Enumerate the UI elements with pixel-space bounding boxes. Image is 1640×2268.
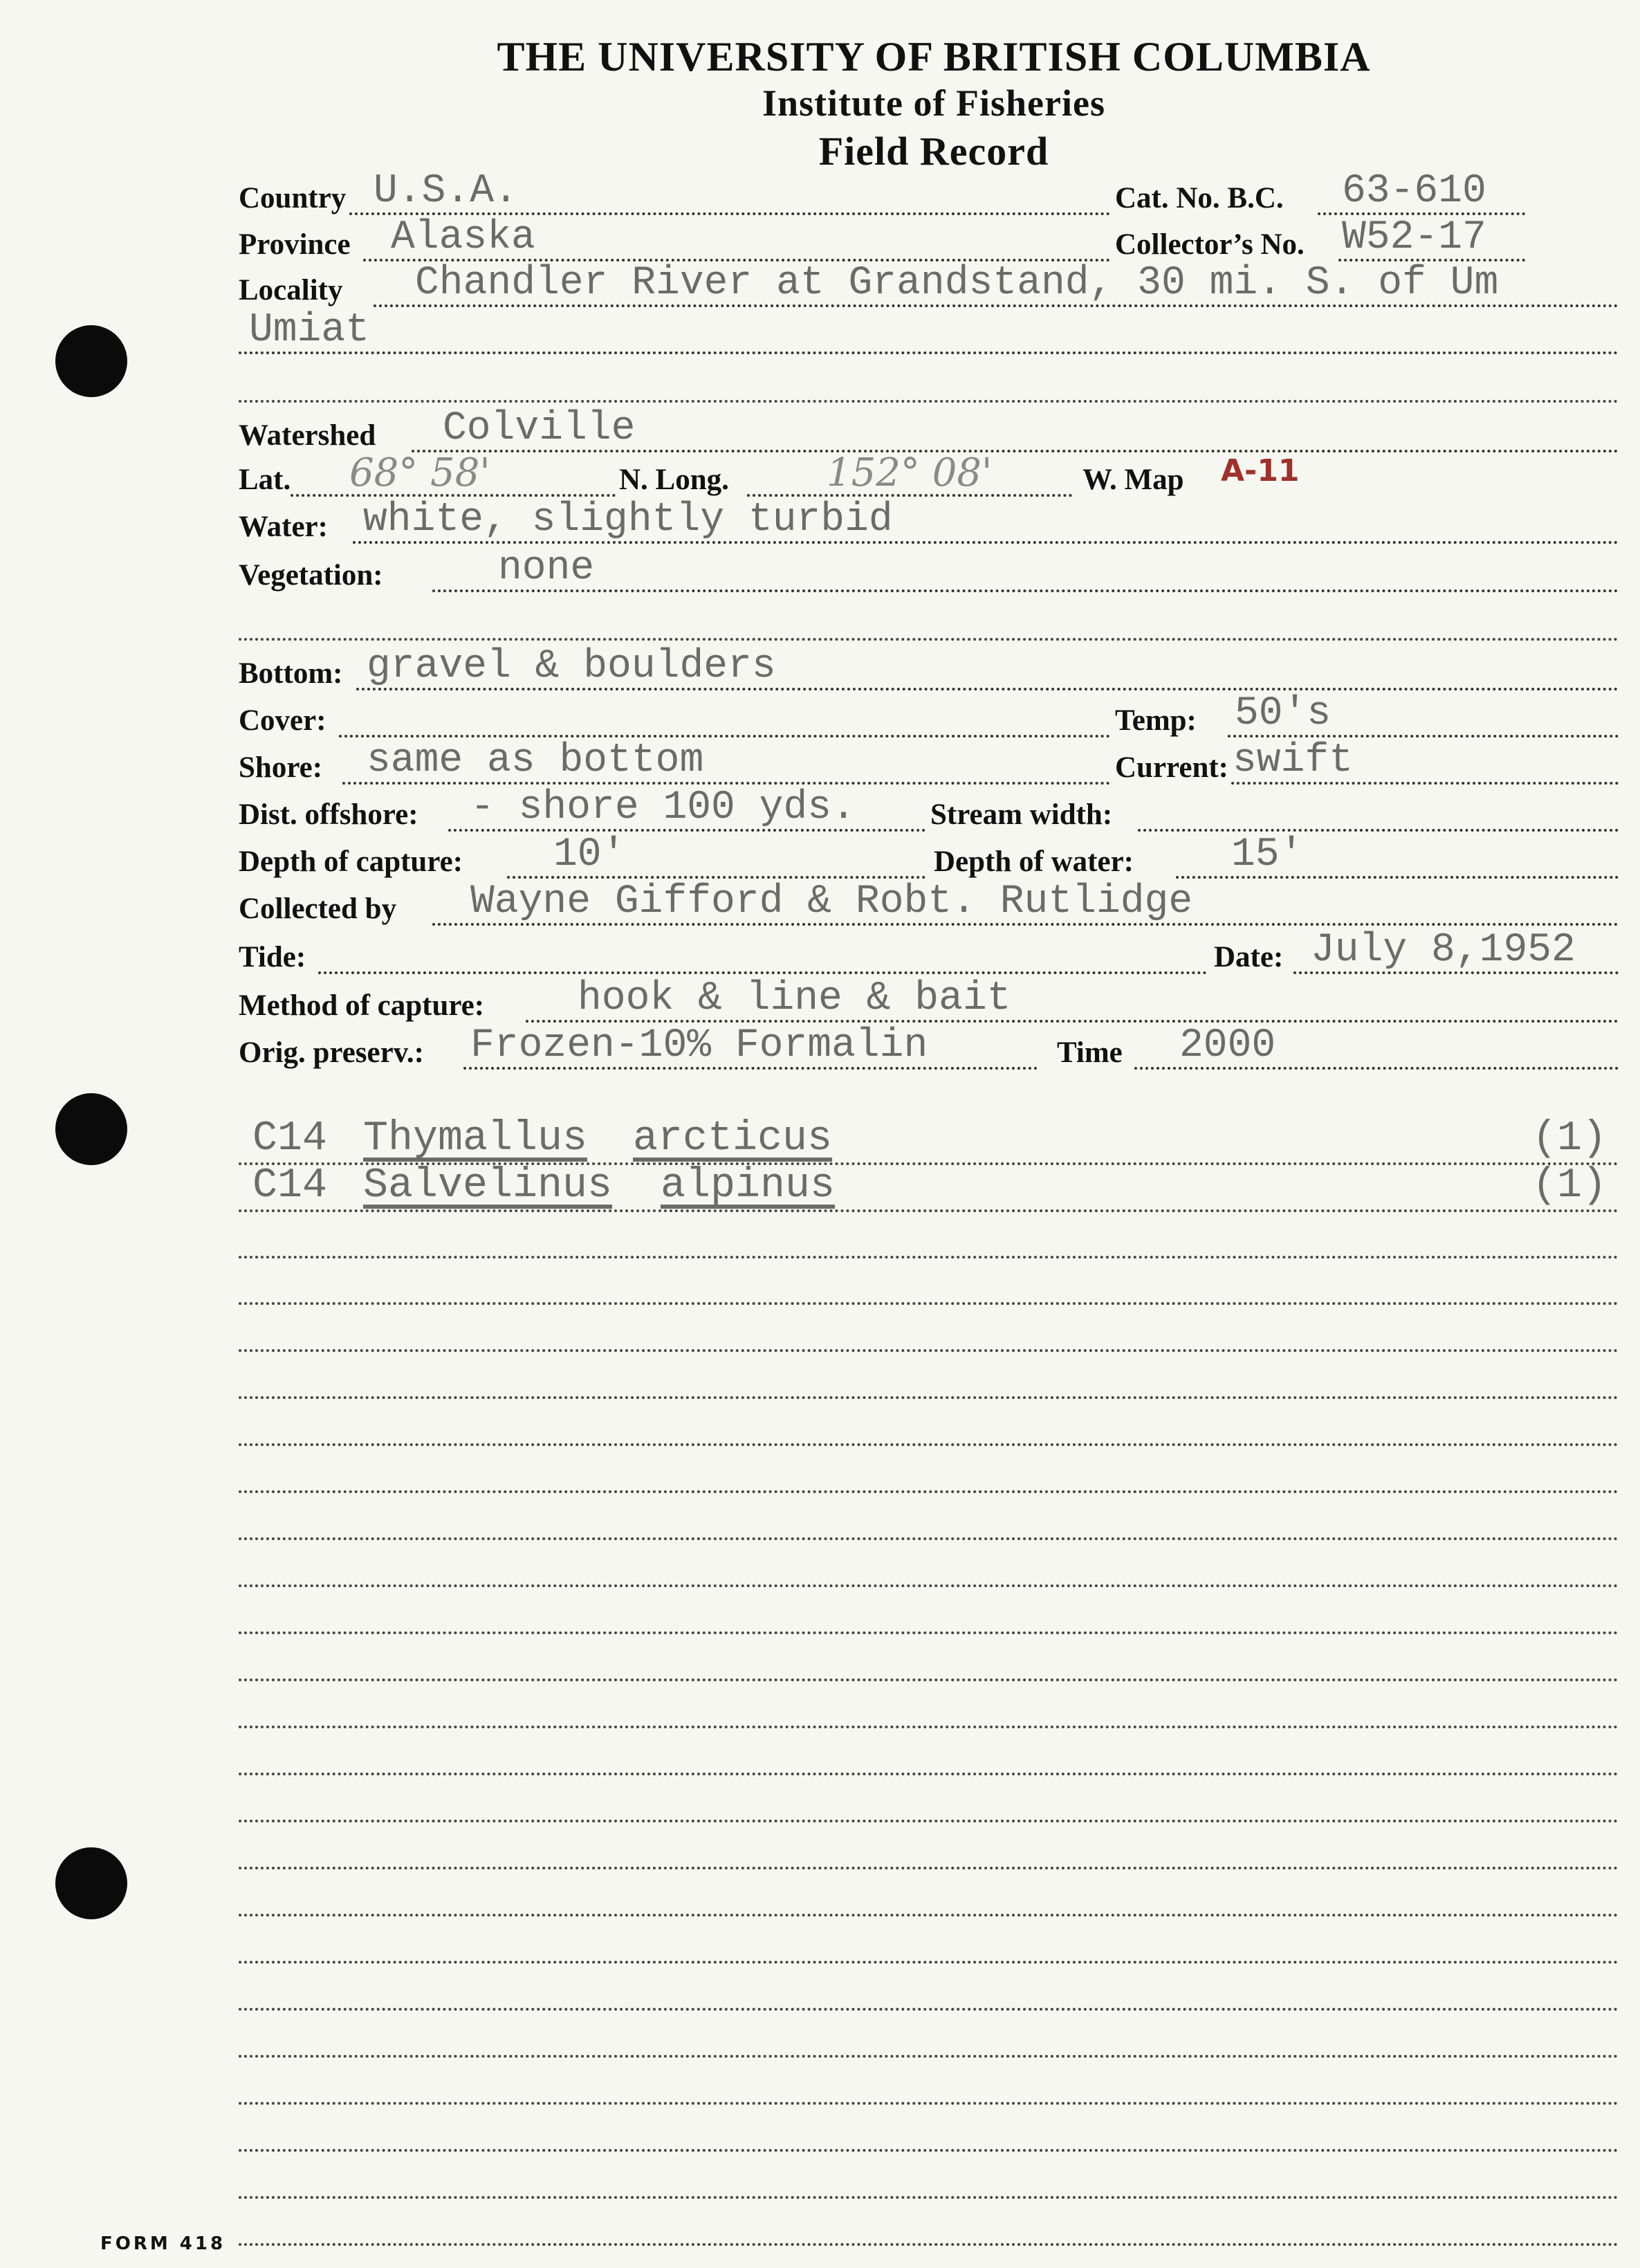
locality-label: Locality: [239, 274, 343, 307]
method-value: hook & line & bait: [578, 976, 1011, 1021]
specimen-species: alpinus: [661, 1162, 836, 1209]
list-line: [239, 1631, 1619, 1634]
bottom-value: gravel & boulders: [367, 644, 776, 689]
time-label: Time: [1057, 1036, 1123, 1069]
collected-by-label: Collected by: [239, 893, 397, 925]
form-title: Field Record: [818, 129, 1049, 174]
dist-label: Dist. offshore:: [239, 798, 418, 831]
preserv-value: Frozen-10% Formalin: [470, 1023, 928, 1068]
map-value: A-11: [1221, 453, 1300, 488]
locality-row-2: [0, 308, 1640, 364]
water-value: white, slightly turbid: [363, 497, 893, 542]
list-line: [239, 2055, 1619, 2058]
list-line: [239, 1209, 1619, 1212]
list-line: [239, 1914, 1619, 1917]
lat-label: Lat.: [239, 464, 291, 496]
cover-row: [0, 691, 1640, 747]
province-value: Alaska: [391, 215, 535, 260]
cover-label: Cover:: [239, 704, 326, 737]
depth-capture-value: 10': [553, 832, 626, 877]
specimen-genus: Thymallus: [363, 1115, 588, 1162]
time-value: 2000: [1179, 1023, 1276, 1068]
shore-label: Shore:: [239, 751, 323, 784]
dist-row: [0, 785, 1640, 841]
tide-label: Tide:: [239, 941, 306, 973]
depth-water-value: 15': [1231, 832, 1304, 877]
list-line: [239, 2008, 1619, 2011]
punch-hole: [55, 1093, 127, 1165]
list-line: [239, 1961, 1619, 1964]
specimen-count: (1): [1532, 1162, 1607, 1209]
province-label: Province: [239, 228, 351, 261]
list-line: [239, 1726, 1619, 1728]
date-label: Date:: [1214, 941, 1284, 973]
specimen-code: C14: [252, 1115, 328, 1162]
university-heading: THE UNIVERSITY OF BRITISH COLUMBIA: [497, 34, 1371, 80]
country-value: U.S.A.: [374, 169, 518, 214]
form-number: FORM 418: [100, 2233, 226, 2254]
institute-heading: Institute of Fisheries: [762, 82, 1105, 124]
current-label: Current:: [1115, 751, 1229, 784]
method-label: Method of capture:: [239, 989, 485, 1022]
water-label: Water:: [239, 511, 328, 543]
cat-no-value: 63-610: [1342, 169, 1486, 214]
temp-value: 50's: [1235, 691, 1332, 736]
w-map-label: W. Map: [1082, 464, 1184, 496]
list-line: [239, 2196, 1619, 2199]
list-line: [239, 1490, 1619, 1493]
punch-hole: [55, 1847, 127, 1919]
current-value: swift: [1233, 738, 1354, 783]
preserv-label: Orig. preserv.:: [239, 1036, 424, 1069]
watershed-row: [0, 406, 1640, 462]
specimen-code: C14: [252, 1162, 328, 1209]
blank-line: [239, 638, 1619, 641]
collected-by-value: Wayne Gifford & Robt. Rutlidge: [470, 879, 1193, 924]
n-long-label: N. Long.: [619, 464, 729, 496]
depth-water-label: Depth of water:: [934, 845, 1134, 878]
collector-no-label: Collector’s No.: [1115, 228, 1305, 261]
collector-no-value: W52-17: [1342, 215, 1486, 260]
shore-value: same as bottom: [367, 738, 704, 783]
list-line: [239, 2243, 1619, 2246]
list-line: [239, 1584, 1619, 1587]
temp-label: Temp:: [1115, 704, 1197, 737]
vegetation-row: [0, 546, 1640, 602]
specimen-count: (1): [1532, 1115, 1607, 1162]
long-value: 152° 08': [827, 450, 993, 495]
list-line: [239, 1773, 1619, 1775]
depth-capture-label: Depth of capture:: [239, 845, 463, 878]
locality-value-1: Chandler River at Grandstand, 30 mi. S. of Um: [415, 261, 1499, 306]
watershed-value: Colville: [443, 406, 636, 451]
country-label: Country: [239, 182, 347, 214]
preserv-row: [0, 1023, 1640, 1079]
vegetation-label: Vegetation:: [239, 559, 383, 592]
lat-value: 68° 58': [349, 450, 490, 495]
watershed-label: Watershed: [239, 419, 376, 452]
locality-value-2: Umiat: [249, 308, 370, 353]
date-value: July 8,1952: [1311, 928, 1576, 973]
stream-width-label: Stream width:: [930, 798, 1113, 831]
specimen-species: arcticus: [633, 1115, 833, 1162]
list-line: [239, 1302, 1619, 1305]
bottom-row: [0, 644, 1640, 700]
list-line: [239, 1679, 1619, 1681]
cat-no-label: Cat. No. B.C.: [1115, 182, 1284, 214]
list-line: [239, 1349, 1619, 1352]
specimen-genus: Salvelinus: [363, 1162, 613, 1209]
locality-row: [0, 261, 1640, 317]
water-row: [0, 497, 1640, 554]
dist-value: - shore 100 yds.: [470, 785, 856, 830]
list-line: [239, 1256, 1619, 1259]
blank-line: [239, 400, 1619, 403]
list-line: [239, 2102, 1619, 2105]
list-line: [239, 1820, 1619, 1822]
vegetation-value: none: [498, 546, 595, 591]
list-line: [239, 1443, 1619, 1446]
list-line: [239, 1537, 1619, 1540]
list-line: [239, 1396, 1619, 1399]
list-line: [239, 1867, 1619, 1869]
bottom-label: Bottom:: [239, 657, 343, 690]
list-line: [239, 2149, 1619, 2152]
